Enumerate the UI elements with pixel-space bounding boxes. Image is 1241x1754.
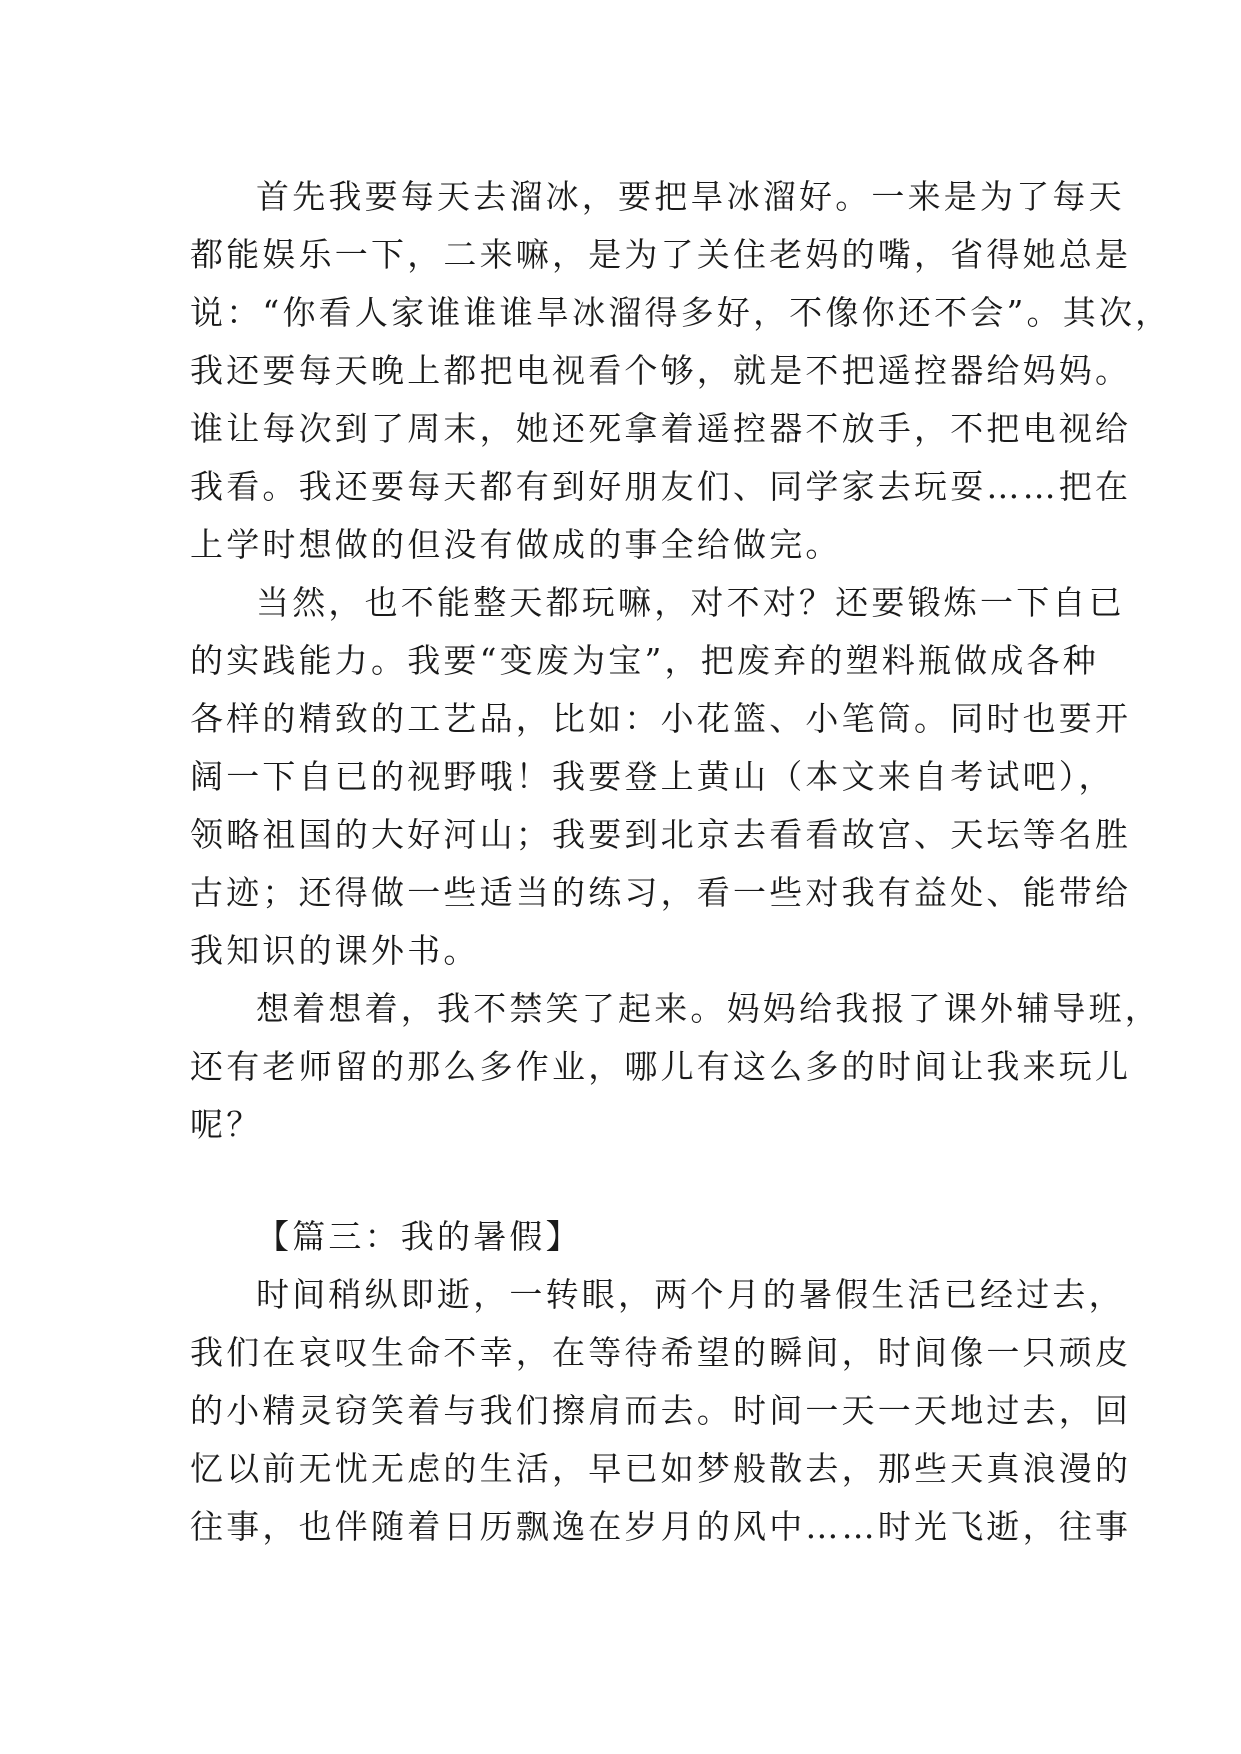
paragraph-line: 往事，也伴随着日历飘逸在岁月的风中……时光飞逝，往事: [190, 1507, 1132, 1546]
paragraph-line: 忆以前无忧无虑的生活，早已如梦般散去，那些天真浪漫的: [190, 1449, 1132, 1488]
section-title: 【篇三：我的暑假】: [256, 1217, 582, 1256]
paragraph-line: 我们在哀叹生命不幸，在等待希望的瞬间，时间像一只顽皮: [190, 1333, 1132, 1372]
paragraph-line: 时间稍纵即逝，一转眼，两个月的暑假生活已经过去，: [256, 1275, 1125, 1314]
paragraph-line: 呢？: [190, 1105, 263, 1144]
paragraph-line: 当然，也不能整天都玩嘛，对不对？还要锻炼一下自已: [256, 583, 1125, 622]
paragraph-line: 谁让每次到了周末，她还死拿着遥控器不放手，不把电视给: [190, 409, 1132, 448]
paragraph-line: 古迹；还得做一些适当的练习，看一些对我有益处、能带给: [190, 873, 1132, 912]
paragraph-line: 首先我要每天去溜冰，要把旱冰溜好。一来是为了每天: [256, 177, 1125, 216]
paragraph-line: 的小精灵窃笑着与我们擦肩而去。时间一天一天地过去，回: [190, 1391, 1132, 1430]
paragraph-line: 各样的精致的工艺品，比如：小花篮、小笔筒。同时也要开: [190, 699, 1132, 738]
paragraph-line: 我看。我还要每天都有到好朋友们、同学家去玩耍……把在: [190, 467, 1132, 506]
paragraph-line: 想着想着，我不禁笑了起来。妈妈给我报了课外辅导班，: [256, 989, 1161, 1028]
paragraph-line: 的实践能力。我要“变废为宝”，把废弃的塑料瓶做成各种: [190, 641, 1099, 680]
paragraph-line: 阔一下自已的视野哦！我要登上黄山（本文来自考试吧），: [190, 757, 1115, 796]
paragraph-line: 我知识的课外书。: [190, 931, 480, 970]
paragraph-line: 上学时想做的但没有做成的事全给做完。: [190, 525, 842, 564]
paragraph-line: 我还要每天晚上都把电视看个够，就是不把遥控器给妈妈。: [190, 351, 1132, 390]
paragraph-line: 还有老师留的那么多作业，哪儿有这么多的时间让我来玩儿: [190, 1047, 1132, 1086]
paragraph-line: 领略祖国的大好河山；我要到北京去看看故宫、天坛等名胜: [190, 815, 1132, 854]
paragraph-line: 说：“你看人家谁谁谁旱冰溜得多好，不像你还不会”。其次，: [190, 293, 1172, 332]
paragraph-line: 都能娱乐一下，二来嘛，是为了关住老妈的嘴，省得她总是: [190, 235, 1132, 274]
